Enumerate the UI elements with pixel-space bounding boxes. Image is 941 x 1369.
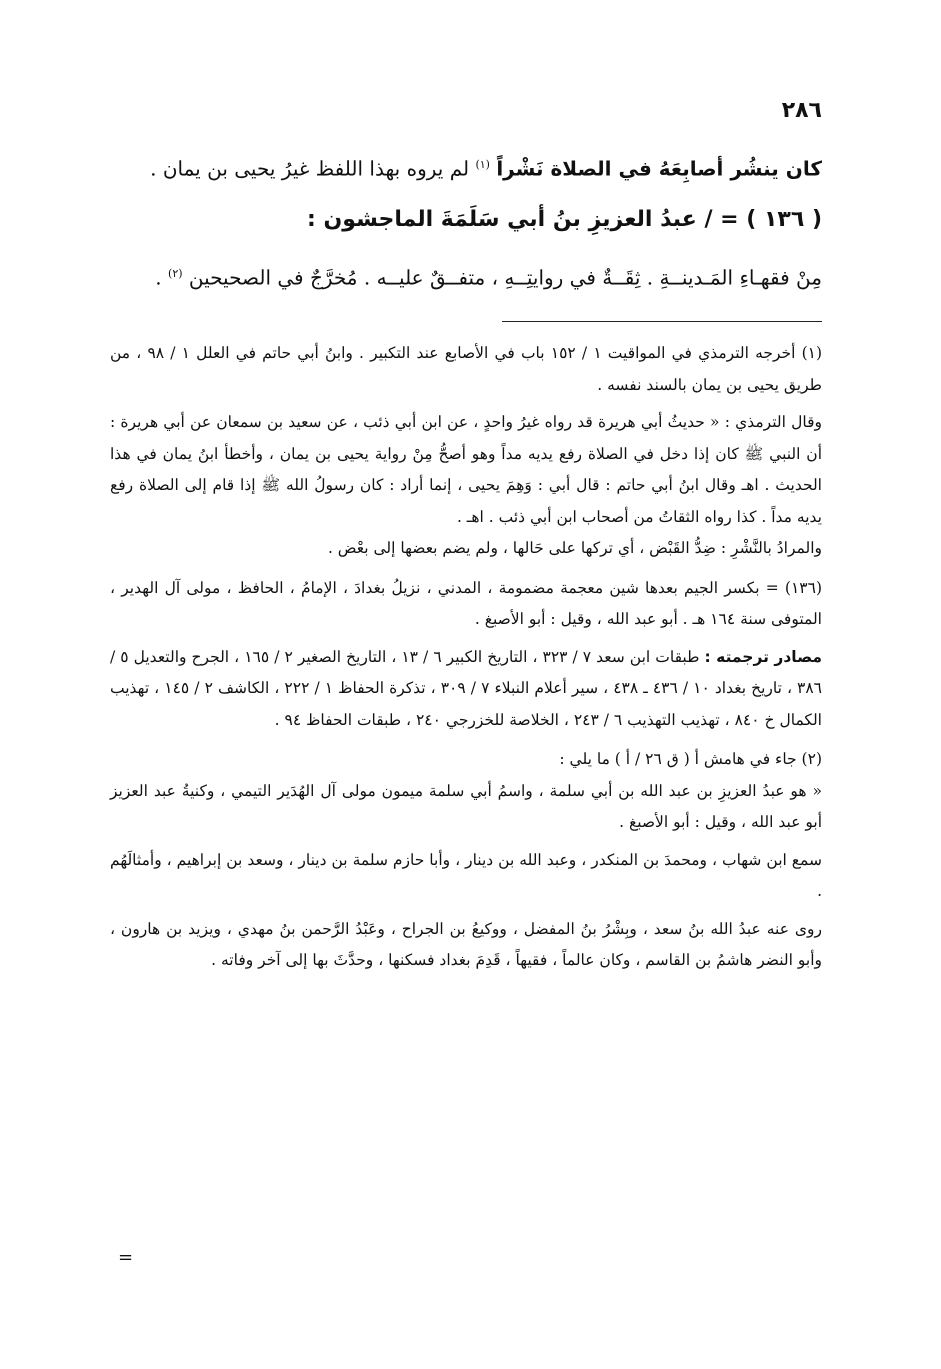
page-number: ٢٨٦ [781,98,822,123]
entry-heading: ( ١٣٦ ) = / عبدُ العزيزِ بنُ أبي سَلَمَةَ الماجشون : [307,206,822,232]
footnote-2-students: روى عنه عبدُ الله بنُ سعد ، وبِشْرُ بنُ المفضل ، ووكيعُ بن الجراح ، وعَبْدُ الرَّحمن بنُ مهدي ، ويزيد بن هارون ، وأبو النضر هاشمُ بن القاسم ، وكان عالماً ، فقيهاً ، قَدِمَ بغداد فسكنها ، وحدَّثَ بها إلى آخر وفاته . [110,919,822,970]
entry-end: . [155,265,162,290]
footnote-2-teachers: سمع ابن شهاب ، ومحمدَ بن المنكدر ، وعبد الله بن دينار ، وأبا حازم سلمة بن دينار ، وسعد بن إبراهيم ، وأمثالَهُم . [110,850,822,901]
footnote-1-tirmidhi: وقال الترمذي : « حديثُ أبي هريرة قد رواه غيرُ واحدٍ ، عن ابن أبي ذئب ، عن سعيد بن سمعان عن أبي هريرة : أن النبي ﷺ كان إذا دخل في الصلاة رفع يديه مداً وهو أصحُّ مِنْ رواية يحيى بن يمان ، وأخطأ ابنُ يمان في هذا الحديث . اهـ وقال ابنُ أبي حاتم : قال أبي : وَهِمَ يحيى ، إنما أراد : كان رسولُ الله ﷺ إذا قام إلى الصلاة رفع يديه مداً . كذا رواه الثقاتُ من أصحاب ابن أبي ذئب . اهـ . [110,413,822,526]
footnote-divider [502,321,822,322]
hadith-text: كان ينشُر أصابِعَهُ في الصلاة نَشْراً [496,156,822,181]
continuation-marker: = [118,1247,134,1268]
main-text-rest: لم يروه بهذا اللفظ غيرُ يحيى بن يمان . [150,156,470,181]
entry-text [110,252,822,300]
main-text [110,142,822,192]
entry-body: مِنْ فقهـاءِ المَـدينــةِ . ثِقَــةٌ في روايتِــهِ ، متفــقٌ عليــه . مُخرَّجٌ في الصحيحين [188,265,822,290]
sources-list: طبقات ابن سعد ٧ / ٣٢٣ ، التاريخ الكبير ٦ / ١٣ ، التاريخ الصغير ٢ / ١٦٥ ، الجرح والتعديل ٥ / ٣٨٦ ، تاريخ بغداد ١٠ / ٤٣٦ ـ ٤٣٨ ، سير أعلام النبلاء ٧ / ٣٠٩ ، تذكرة الحفاظ ١ / ٢٢٢ ، الكاشف ٢ / ١٤٥ ، تهذيب الكمال خ ٨٤٠ ، تهذيب التهذيب ٦ / ٢٤٣ ، الخلاصة للخزرجي ٢٤٠ ، طبقات الحفاظ ٩٤ . [110,647,823,729]
book-page [110,96,822,977]
footnote-1-meaning: والمرادُ بالنَّشْرِ : ضِدُّ القَبْض ، أي تركها على حَالها ، ولم يضم بعضها إلى بعْض . [327,539,822,558]
footnotes [110,338,822,977]
footnote-136-bio: (١٣٦) = بكسر الجيم بعدها شين معجمة مضمومة ، المدني ، نزيلُ بغدادَ ، الإمامُ ، الحافظ ، مولى آل الهدير ، المتوفى سنة ١٦٤ هـ . أبو عبد الله ، وقيل : أبو الأصبغ . [110,578,822,629]
footnote-ref-2[interactable]: (٢) [168,266,183,280]
footnote-1-source: (١) أخرجه الترمذي في المواقيت ١ / ١٥٢ باب في الأصابع عند التكبير . وابنُ أبي حاتم في العلل ١ / ٩٨ ، من طريق يحيى بن يمان بالسند نفسه . [110,344,823,394]
sources-label: مصادر ترجمته : [704,647,822,666]
footnote-136-sources [110,642,822,737]
footnote-ref-1[interactable]: (١) [475,158,490,171]
footnote-2-name: « هو عبدُ العزيزِ بن عبد الله بن أبي سلمة ، واسمُ أبي سلمة ميمون مولى آل الهُدَير التيمي ، وكنيةُ عبد العزيز أبو عبد الله ، وقيل : أبو الأصبغ . [110,781,822,832]
footnote-2-intro: (٢) جاء في هامش أ ( ق ٢٦ / أ ) ما يلي : [559,750,822,769]
